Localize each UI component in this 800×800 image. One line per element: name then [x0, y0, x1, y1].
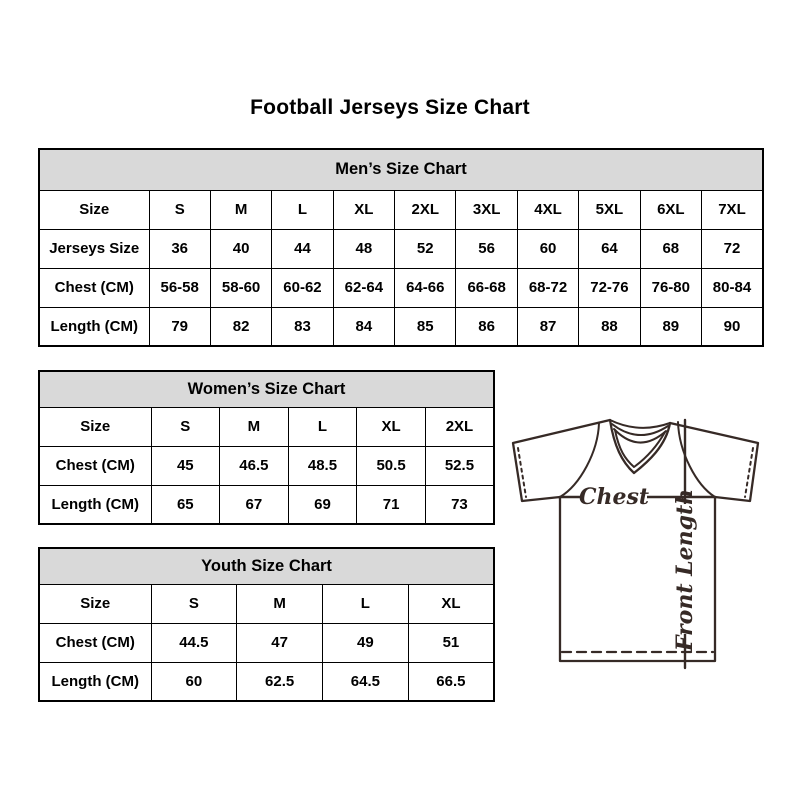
value-cell: M: [210, 190, 271, 229]
value-cell: 69: [288, 485, 357, 524]
size-table: [38, 547, 495, 702]
value-cell: 56-58: [149, 268, 210, 307]
value-cell: 90: [702, 307, 763, 346]
table-row: [39, 190, 763, 229]
value-cell: XL: [408, 584, 494, 623]
table-row: [39, 229, 763, 268]
table-title: Men’s Size Chart: [39, 149, 763, 190]
table-row: [39, 623, 494, 662]
jersey-outline: [513, 420, 758, 661]
value-cell: 58-60: [210, 268, 271, 307]
value-cell: 89: [640, 307, 701, 346]
value-cell: 73: [425, 485, 494, 524]
value-cell: 64.5: [323, 662, 409, 701]
table-row: [39, 407, 494, 446]
table-title: Women’s Size Chart: [39, 371, 494, 407]
value-cell: 66.5: [408, 662, 494, 701]
value-cell: 60: [517, 229, 578, 268]
row-label-cell: Chest (CM): [39, 623, 151, 662]
value-cell: 87: [517, 307, 578, 346]
row-label-cell: Chest (CM): [39, 446, 151, 485]
value-cell: 2XL: [395, 190, 456, 229]
value-cell: 76-80: [640, 268, 701, 307]
value-cell: 60: [151, 662, 237, 701]
table-row: [39, 584, 494, 623]
page-title: Football Jerseys Size Chart: [250, 96, 530, 119]
value-cell: 49: [323, 623, 409, 662]
value-cell: 64: [579, 229, 640, 268]
value-cell: 4XL: [517, 190, 578, 229]
value-cell: 62-64: [333, 268, 394, 307]
value-cell: XL: [333, 190, 394, 229]
table-row: [39, 485, 494, 524]
value-cell: 62.5: [237, 662, 323, 701]
womens-size-table: [38, 370, 495, 525]
value-cell: 79: [149, 307, 210, 346]
chest-label: Chest: [578, 484, 650, 510]
value-cell: 80-84: [702, 268, 763, 307]
value-cell: 48: [333, 229, 394, 268]
table-title: Youth Size Chart: [39, 548, 494, 584]
value-cell: 44: [272, 229, 333, 268]
table-row: [39, 662, 494, 701]
collar-back-arc-1: [610, 420, 670, 428]
value-cell: 66-68: [456, 268, 517, 307]
mens-size-table: [38, 148, 764, 347]
value-cell: 65: [151, 485, 220, 524]
value-cell: 45: [151, 446, 220, 485]
table-row: [39, 268, 763, 307]
value-cell: L: [288, 407, 357, 446]
value-cell: 56: [456, 229, 517, 268]
value-cell: 71: [357, 485, 426, 524]
row-label-cell: Size: [39, 407, 151, 446]
row-label-cell: Length (CM): [39, 485, 151, 524]
value-cell: S: [151, 584, 237, 623]
table-title-row: [39, 548, 494, 584]
size-table: [38, 148, 764, 347]
value-cell: 46.5: [220, 446, 289, 485]
value-cell: S: [151, 407, 220, 446]
value-cell: L: [323, 584, 409, 623]
value-cell: 72-76: [579, 268, 640, 307]
value-cell: 5XL: [579, 190, 640, 229]
value-cell: 6XL: [640, 190, 701, 229]
table-row: [39, 307, 763, 346]
value-cell: 86: [456, 307, 517, 346]
row-label-cell: Length (CM): [39, 307, 149, 346]
row-label-cell: Length (CM): [39, 662, 151, 701]
value-cell: L: [272, 190, 333, 229]
value-cell: 68-72: [517, 268, 578, 307]
table-title-row: [39, 149, 763, 190]
row-label-cell: Size: [39, 584, 151, 623]
youth-size-table: [38, 547, 495, 702]
jersey-measurement-diagram: [498, 396, 776, 682]
table-title-row: [39, 371, 494, 407]
value-cell: 51: [408, 623, 494, 662]
right-sleeve-seam: [678, 422, 715, 497]
value-cell: S: [149, 190, 210, 229]
value-cell: 36: [149, 229, 210, 268]
row-label-cell: Jerseys Size: [39, 229, 149, 268]
value-cell: 83: [272, 307, 333, 346]
value-cell: 3XL: [456, 190, 517, 229]
value-cell: 44.5: [151, 623, 237, 662]
size-table: [38, 370, 495, 525]
value-cell: M: [220, 407, 289, 446]
row-label-cell: Chest (CM): [39, 268, 149, 307]
value-cell: 72: [702, 229, 763, 268]
table-row: [39, 446, 494, 485]
value-cell: 60-62: [272, 268, 333, 307]
value-cell: 2XL: [425, 407, 494, 446]
value-cell: 47: [237, 623, 323, 662]
front-length-label: Front Length: [672, 488, 698, 652]
value-cell: 52: [395, 229, 456, 268]
value-cell: 85: [395, 307, 456, 346]
value-cell: 7XL: [702, 190, 763, 229]
value-cell: 82: [210, 307, 271, 346]
value-cell: 64-66: [395, 268, 456, 307]
value-cell: 88: [579, 307, 640, 346]
row-label-cell: Size: [39, 190, 149, 229]
value-cell: M: [237, 584, 323, 623]
value-cell: 48.5: [288, 446, 357, 485]
value-cell: 68: [640, 229, 701, 268]
value-cell: 67: [220, 485, 289, 524]
value-cell: 84: [333, 307, 394, 346]
value-cell: 50.5: [357, 446, 426, 485]
value-cell: XL: [357, 407, 426, 446]
value-cell: 52.5: [425, 446, 494, 485]
value-cell: 40: [210, 229, 271, 268]
